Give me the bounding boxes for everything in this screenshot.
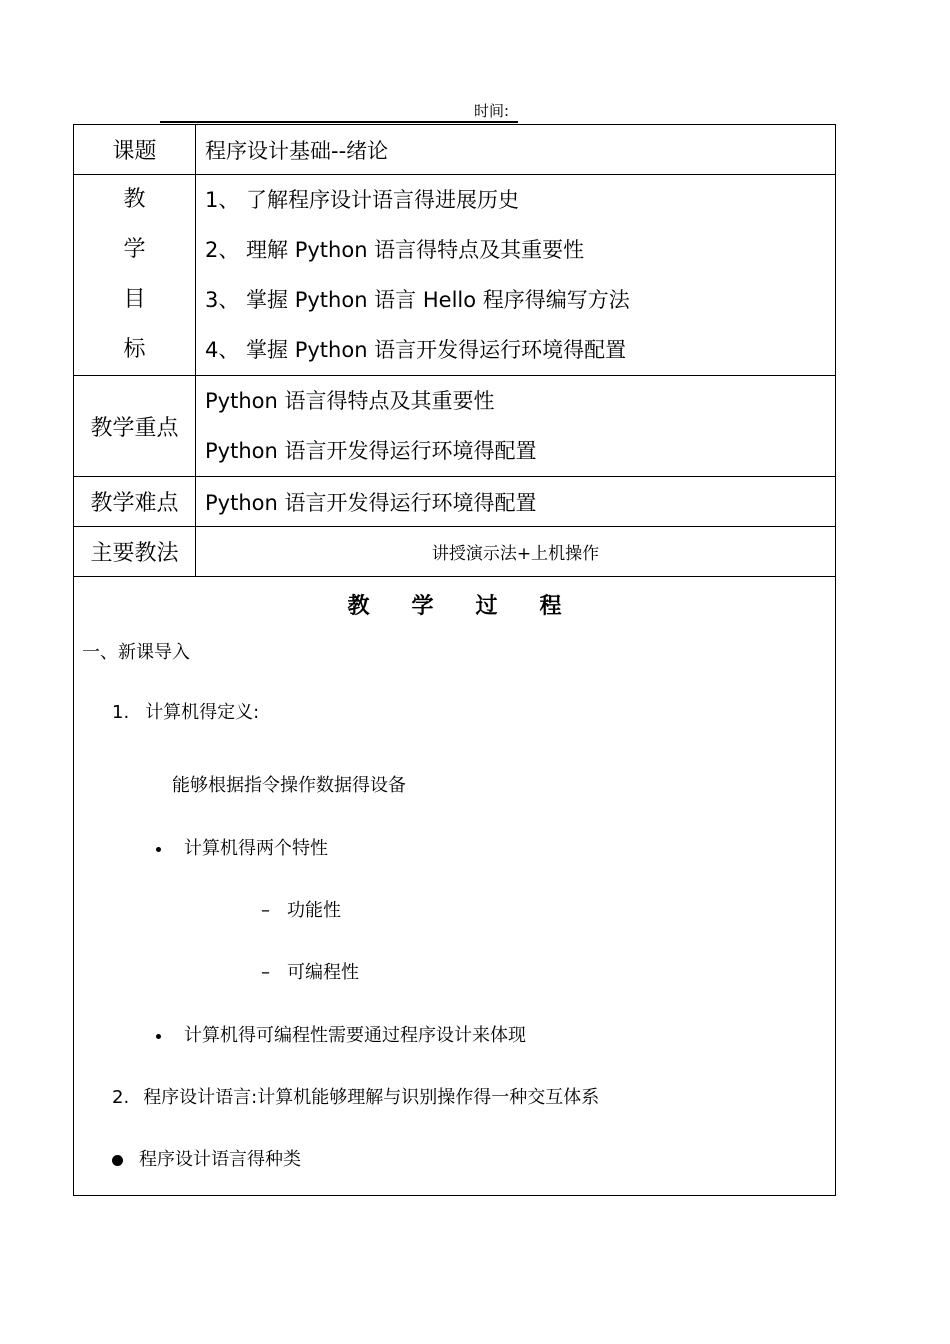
sub-item-text: 可编程性 [287,962,359,983]
process-row [74,577,836,1196]
bullet-item [156,1024,526,1048]
sub-item-text: 功能性 [287,900,341,921]
objectives-label-char: 教 [123,187,146,212]
definition-text: 能够根据指令操作数据得设备 [172,775,406,796]
numbered-item-1 [112,701,259,725]
item-text: 计算机得定义: [145,702,260,723]
header-underline [160,121,518,123]
process-title [74,589,835,620]
dash-icon: – [261,962,270,983]
item-number: 2. [112,1087,130,1108]
objectives-label-char: 标 [123,337,146,362]
method-row [74,527,836,577]
difficulties-row [74,477,836,527]
bullet-text: 计算机得两个特性 [184,838,328,859]
numbered-item-2 [112,1086,599,1110]
bullet-dot-icon [156,847,161,852]
dash-icon: – [261,900,270,921]
topic-row [74,125,836,175]
objective-item: 2、 理解 Python 语言得特点及其重要性 [205,238,585,262]
key-points-list [196,376,836,477]
objectives-label-char: 目 [123,287,146,312]
process-title-char: 程 [539,594,562,619]
bullet-item [156,837,328,861]
bullet-dot-icon [156,1034,161,1039]
method-value: 讲授演示法+上机操作 [196,527,836,577]
objective-item: 3、 掌握 Python 语言 Hello 程序得编写方法 [205,288,630,312]
topic-label: 课题 [74,125,196,175]
sub-item [261,899,341,923]
objective-item: 1、 了解程序设计语言得进展历史 [205,188,520,212]
bullet-item [112,1148,301,1172]
process-title-char: 学 [411,594,434,619]
difficulties-label: 教学难点 [74,477,196,527]
key-point-item: Python 语言得特点及其重要性 [205,389,495,413]
sub-item [261,961,359,985]
process-section [74,577,836,1196]
key-points-row [74,376,836,477]
objective-item: 4、 掌握 Python 语言开发得运行环境得配置 [205,338,627,362]
key-point-item: Python 语言开发得运行环境得配置 [205,439,537,463]
lesson-plan-table [73,124,836,1196]
difficulties-value: Python 语言开发得运行环境得配置 [196,477,836,527]
process-title-char: 教 [347,594,370,619]
item-text: 程序设计语言:计算机能够理解与识别操作得一种交互体系 [143,1087,600,1108]
objectives-row [74,175,836,376]
section-heading: 一、新课导入 [82,642,190,663]
bullet-text: 计算机得可编程性需要通过程序设计来体现 [184,1025,526,1046]
process-title-char: 过 [475,594,498,619]
key-points-label: 教学重点 [74,376,196,477]
time-label: 时间: [474,102,510,120]
bullet-text: 程序设计语言得种类 [139,1149,301,1170]
objectives-label-char: 学 [123,237,146,262]
item-number: 1. [112,702,130,723]
topic-value: 程序设计基础--绪论 [196,125,836,175]
bullet-dot-icon [112,1155,123,1166]
objectives-label [74,175,196,376]
objectives-list [196,175,836,376]
method-label: 主要教法 [74,527,196,577]
